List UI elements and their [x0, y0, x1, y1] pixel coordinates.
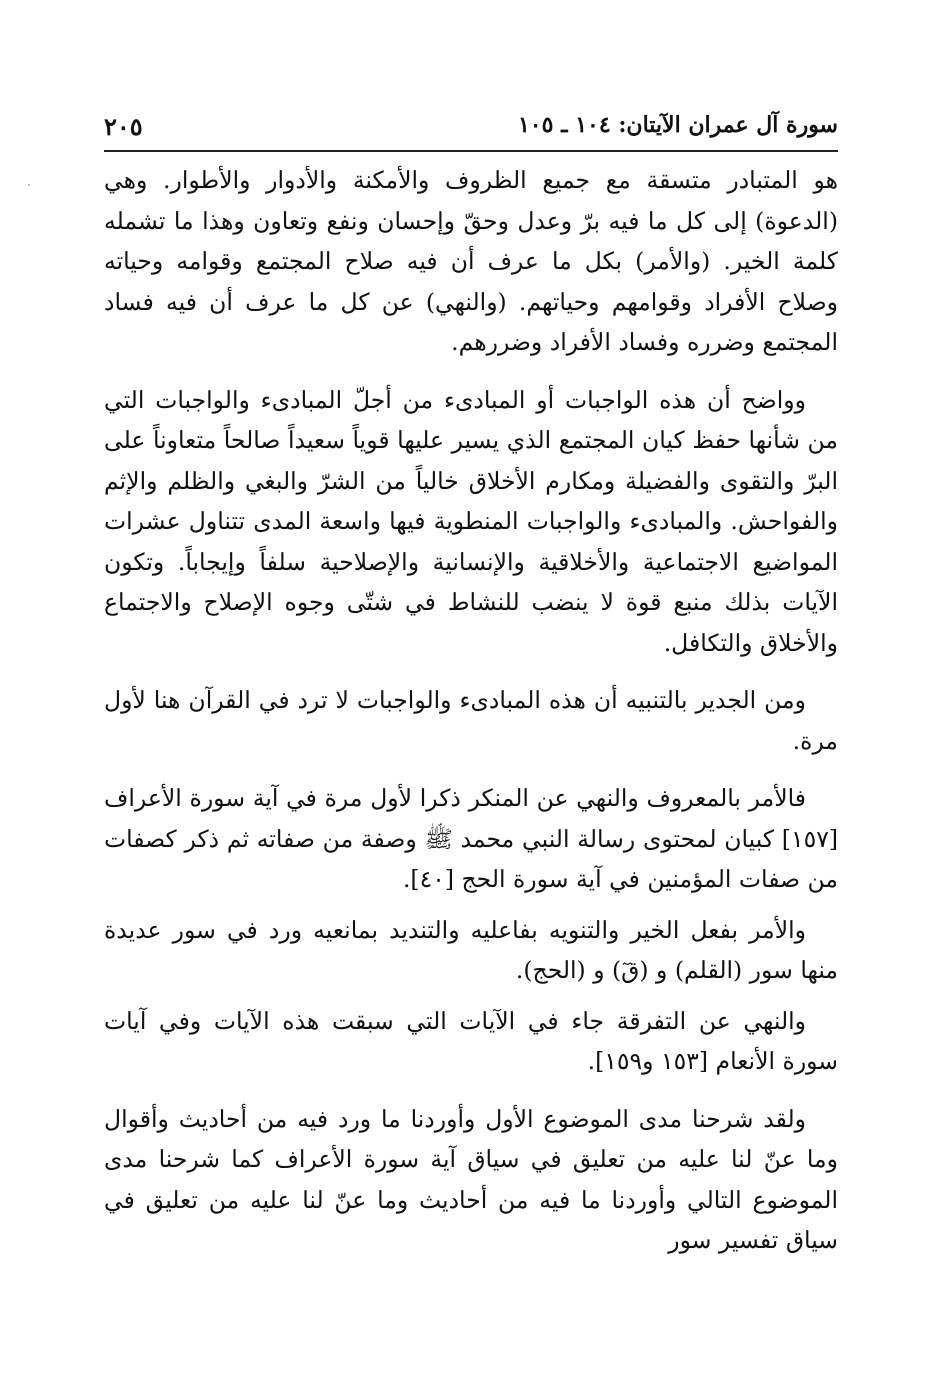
header-rule: [104, 150, 838, 152]
running-header: [104, 108, 838, 148]
paragraph-3: ومن الجدير بالتنبيه أن هذه المبادىء والواجبات لا ترد في القرآن هنا لأول مرة.: [104, 686, 838, 755]
paragraph-1: هو المتبادر متسقة مع جميع الظروف والأمكنة والأدوار والأطوار. وهي (الدعوة) إلى كل ما فيه برّ وعدل وحقّ وإحسان ونفع وتعاون وهذا ما تشمله كلمة الخير. (والأمر) بكل ما عرف أن فيه صلاح المجتمع وقوامه وحياته وصلاح الأفراد وقوامهم وحياتهم. (والنهي) عن كل ما عرف أن فيه فساد المجتمع وضرره وفساد الأفراد وضررهم.: [104, 166, 838, 356]
running-header-title: سورة آل عمران الآيتان: ١٠٤ ـ ١٠٥: [517, 112, 838, 138]
paragraph-7: ولقد شرحنا مدى الموضوع الأول وأوردنا ما ورد فيه من أحاديث وأقوال وما عنّ لنا عليه من تعليق في سياق آية سورة الأعراف كما شرحنا مدى الموضوع التالي وأوردنا ما فيه من أحاديث وما عنّ لنا عليه من تعليق في سياق تفسير سور: [104, 1104, 838, 1254]
scan-speck: [28, 184, 30, 186]
paragraph-5: والأمر بفعل الخير والتنويه بفاعليه والتنديد بمانعيه ورد في سور عديدة منها سور (القلم) و (قٓ) و (الحج).: [104, 915, 838, 984]
page-number: ٢٠٥: [104, 112, 143, 141]
page-body: [104, 160, 838, 1261]
paragraph-4: فالأمر بالمعروف والنهي عن المنكر ذكرا لأول مرة في آية سورة الأعراف [١٥٧] كبيان لمحتوى رسالة النبي محمد ﷺ وصفة من صفاته ثم ذكر كصفات من صفات المؤمنين في آية سورة الحج [٤٠].: [104, 784, 838, 893]
paragraph-2: وواضح أن هذه الواجبات أو المبادىء من أجلّ المبادىء والواجبات التي من شأنها حفظ كيان المجتمع الذي يسير عليها قوياً سعيداً صالحاً متعاوناً على البرّ والتقوى والفضيلة ومكارم الأخلاق خالياً من الشرّ والبغي والظلم والإثم والفواحش. والمبادىء والواجبات المنطوية فيها واسعة المدى تتناول عشرات المواضيع الاجتماعية والأخلاقية والإنسانية والإصلاحية سلفاً وإيجاباً. وتكون الآيات بذلك منبع قوة لا ينضب للنشاط في شتّى وجوه الإصلاح والاجتماع والأخلاق والتكافل.: [104, 385, 838, 657]
paragraph-6: والنهي عن التفرقة جاء في الآيات التي سبقت هذه الآيات وفي آيات سورة الأنعام [١٥٣ و١٥٩].: [104, 1006, 838, 1075]
